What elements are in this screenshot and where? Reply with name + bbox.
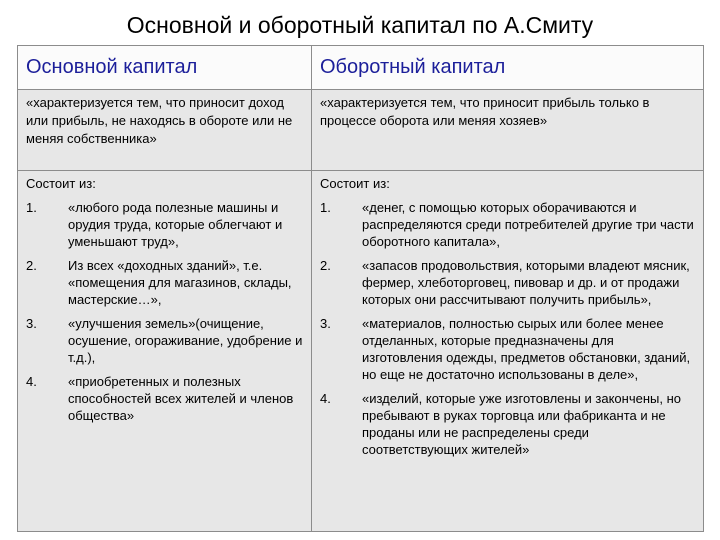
list-item bbox=[26, 373, 305, 424]
capital-comparison-table bbox=[17, 45, 704, 532]
description-text: «характеризуется тем, что приносит доход или прибыль, не находясь в обороте или не меняя собственника» bbox=[26, 95, 293, 146]
header-cell-circulating-capital bbox=[312, 46, 704, 90]
list-item bbox=[26, 315, 305, 366]
item-number: 1. bbox=[26, 200, 37, 215]
item-text: «запасов продовольствия, которыми владеют мясник, фермер, хлеботорговец, пивовар и др. и от продажи которых они рассчитывают получить прибыль», bbox=[362, 258, 690, 307]
description-cell-fixed bbox=[18, 90, 312, 171]
composition-lead: Состоит из: bbox=[26, 176, 96, 191]
header-cell-fixed-capital bbox=[18, 46, 312, 90]
item-number: 1. bbox=[320, 200, 331, 215]
column-heading: Основной капитал bbox=[26, 56, 198, 78]
item-text: «любого рода полезные машины и орудия труда, которые облегчают и уменьшают труд», bbox=[68, 200, 283, 249]
list-item bbox=[26, 257, 305, 308]
composition-lead: Состоит из: bbox=[320, 176, 390, 191]
composition-cell-circulating bbox=[312, 171, 704, 532]
item-number: 2. bbox=[26, 258, 37, 273]
item-number: 4. bbox=[26, 374, 37, 389]
item-text: «материалов, полностью сырых или более менее отделанных, которые предназначены для изготовления одежды, предметов обстановки, зданий, но еще не достаточно использованы в деле», bbox=[362, 316, 691, 382]
item-number: 2. bbox=[320, 258, 331, 273]
composition-cell-fixed bbox=[18, 171, 312, 532]
item-text: «денег, с помощью которых оборачиваются и распределяются среди потребителей другие три части оборотного капитала», bbox=[362, 200, 694, 249]
list-item bbox=[26, 199, 305, 250]
list-item bbox=[320, 390, 697, 458]
item-number: 4. bbox=[320, 391, 331, 406]
description-row bbox=[18, 90, 704, 171]
description-text: «характеризуется тем, что приносит прибыль только в процессе оборота или меняя хозяев» bbox=[320, 95, 650, 128]
item-text: Из всех «доходных зданий», т.е. «помещения для магазинов, склады, мастерские…», bbox=[68, 258, 292, 307]
list-item bbox=[320, 257, 697, 308]
list-item bbox=[320, 199, 697, 250]
slide-title: Основной и оборотный капитал по А.Смиту bbox=[126, 12, 594, 38]
item-number: 3. bbox=[26, 316, 37, 331]
column-heading: Оборотный капитал bbox=[320, 56, 506, 78]
item-text: «приобретенных и полезных способностей всех жителей и членов общества» bbox=[68, 374, 294, 423]
header-row bbox=[18, 46, 704, 90]
item-number: 3. bbox=[320, 316, 331, 331]
description-cell-circulating bbox=[312, 90, 704, 171]
composition-list bbox=[320, 199, 697, 458]
list-item bbox=[320, 315, 697, 383]
composition-row bbox=[18, 171, 704, 532]
item-text: «улучшения земель»(очищение, осушение, огораживание, удобрение и т.д.), bbox=[68, 316, 303, 365]
item-text: «изделий, которые уже изготовлены и закончены, но пребывают в руках торговца или фабриканта и не проданы или не распределены среди соответствующих жителей» bbox=[362, 391, 681, 457]
composition-list bbox=[26, 199, 305, 424]
